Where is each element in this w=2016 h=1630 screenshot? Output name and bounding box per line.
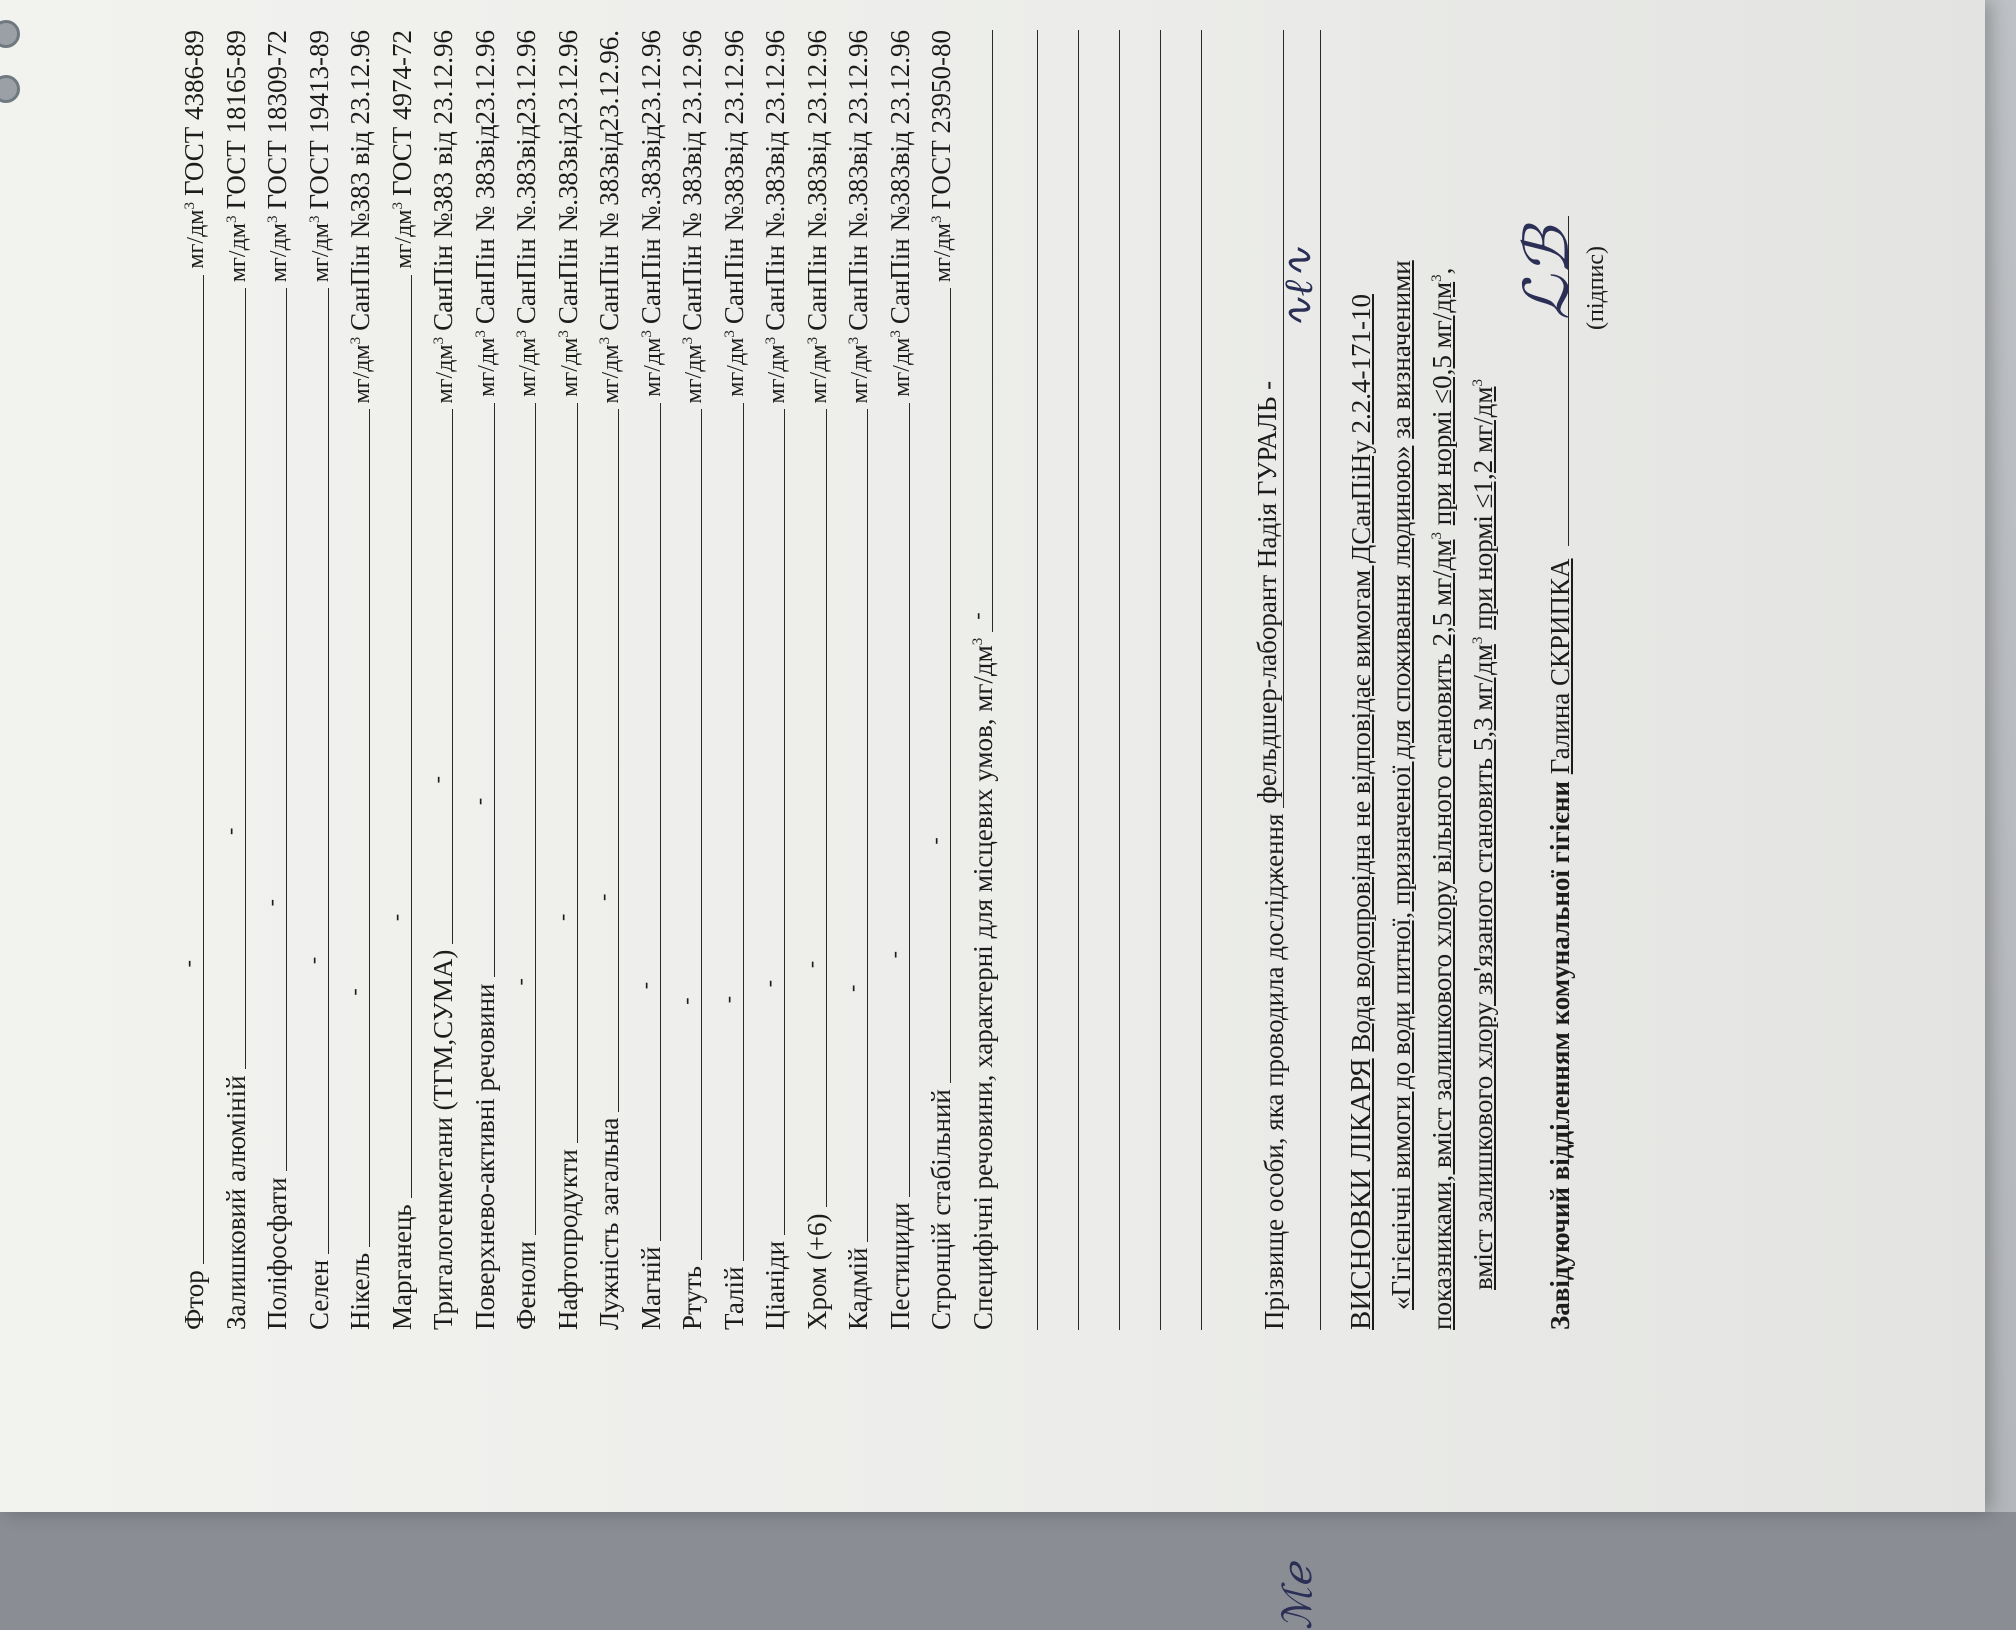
analyte-value: - (673, 997, 698, 1005)
analyte-name: Поверхнево-активні речовини (469, 983, 500, 1330)
analyte-unit (680, 331, 708, 410)
conclusion-text-4b: при нормі ≤1,2 мг/дм (1467, 386, 1498, 630)
conclusion-text-1: Вода водопровідна не відповідає вимогам ДСанПіНу 2.2.4-171-10 (1345, 294, 1376, 1052)
analyte-name: Тригалогенметани (ТГМ,СУМА) (428, 949, 458, 1330)
analyte-row (544, 30, 584, 1330)
analyte-unit-sup: 3 (846, 336, 862, 345)
analyte-unit-sup: 3 (887, 330, 904, 338)
analyte-value: - (299, 956, 325, 965)
analyte-method: СанПін №.383від 23.12.96 (843, 30, 873, 331)
analyte-row (253, 30, 293, 1330)
analyte-method: СанПін №383 від 23.12.96 (345, 30, 375, 331)
analyte-value-line (922, 288, 951, 1083)
analyte-unit-text: мг/дм (598, 344, 624, 404)
analyte-unit-sup: 3 (721, 330, 738, 338)
analyte-value: - (507, 978, 532, 986)
analyte-value-line (424, 410, 453, 944)
analyte-unit-sup: 3 (348, 336, 364, 345)
specific-value-line (963, 30, 993, 632)
analyte-value-line (714, 403, 744, 1261)
analyte-name: Стронцій стабільний (926, 1089, 956, 1330)
analyte-method: ГОСТ 18165-89 (220, 30, 251, 210)
analyte-unit-sup: 3 (223, 215, 240, 224)
analyte-value-line (631, 403, 661, 1241)
analyte-unit-text: мг/дм (432, 344, 458, 404)
analyte-unit-sup: 3 (638, 330, 655, 338)
analyte-name: Нафтопродукти (552, 1149, 583, 1330)
blank-line (1160, 30, 1161, 1330)
analyte-name: Нікель (345, 1252, 375, 1330)
analyte-unit (431, 331, 459, 410)
analyte-row (336, 30, 376, 1330)
researcher-label: Прізвище особи, яка проводила дослідження (1258, 813, 1289, 1330)
analyte-unit-text: мг/дм (473, 337, 500, 397)
analyte-value: - (839, 984, 864, 992)
analyte-value-line (839, 410, 868, 1242)
conclusion-text-4a: вміст залишкового хлору зв'язаного становить 5,3 мг/дм (1467, 644, 1498, 1290)
analyte-name: Магній (635, 1246, 666, 1330)
analyte-method: СанПін №383 від 23.12.96 (428, 30, 458, 331)
analyte-method: ГОСТ 18309-72 (262, 30, 292, 210)
analyte-value-line (299, 288, 329, 1254)
handwritten-signature-researcher: ∿ℓ∿ (1275, 246, 1322, 330)
analyte-row (751, 30, 791, 1330)
conclusion-line-2 (1386, 10, 1417, 1310)
analyte-value-line (175, 275, 204, 1265)
analyte-row (419, 30, 459, 1330)
signature-caption-row (1583, 130, 1610, 330)
analyte-unit (639, 324, 667, 403)
analyte-row (585, 30, 625, 1330)
specific-value: - (963, 612, 989, 620)
analyte-unit (307, 210, 335, 289)
analyte-unit (348, 331, 376, 410)
analyte-unit-text: мг/дм (639, 337, 666, 397)
analyte-unit-text: мг/дм (847, 344, 873, 404)
analyte-unit (514, 324, 542, 403)
blank-line (1078, 30, 1079, 1330)
blank-line (1320, 30, 1321, 1330)
analyte-unit-text: мг/дм (266, 223, 292, 283)
analyte-unit (763, 331, 791, 410)
analyte-method: СанПін №.383від 23.12.96 (801, 30, 832, 331)
analyte-value: - (631, 981, 657, 990)
analyte-method: СанПін №.383від 23.12.96 (760, 30, 790, 331)
analyte-method: СанПін №383від 23.12.96 (884, 30, 915, 325)
specific-substances-label (968, 632, 999, 1330)
analyte-method: СанПін № 383від23.12.96. (594, 30, 624, 331)
analyte-value: - (880, 951, 906, 959)
analyte-unit (846, 331, 874, 410)
analyte-value-line (673, 410, 702, 1260)
analyte-unit-sup: 3 (431, 336, 447, 345)
specific-substances-row (959, 30, 999, 1330)
analyte-value-line (258, 288, 287, 1171)
analyte-name: Кадмій (843, 1247, 873, 1330)
analyte-row (710, 30, 750, 1330)
analyte-unit (473, 324, 501, 403)
handwritten-signature-head: ℒℬ (1509, 226, 1583, 320)
analyte-value-line (880, 403, 910, 1197)
analyte-value: - (922, 837, 947, 845)
conclusion-line-1 (1345, 30, 1378, 1330)
analyte-value: - (548, 913, 574, 922)
conclusion-text-3c: , (1426, 267, 1457, 275)
conclusion-text-3b: при нормі ≤0,5 мг/дм (1426, 281, 1457, 526)
analyte-value: - (424, 776, 449, 784)
analyte-unit-text: мг/дм (888, 337, 915, 397)
rotated-document-content (160, 30, 2016, 1630)
specific-label-text: Специфічні речовини, характерні для місцевих умов, мг/дм (967, 645, 998, 1330)
analyte-value-line (548, 403, 578, 1143)
analyte-value: - (797, 960, 823, 969)
analyte-unit (265, 210, 293, 289)
analyte-unit (888, 324, 916, 403)
analyte-value-line (216, 288, 246, 1069)
analyte-unit-text: мг/дм (349, 344, 375, 404)
analyte-row (502, 30, 542, 1330)
signature-caption: (підпис) (1582, 245, 1609, 330)
analyte-value-line (507, 403, 536, 1235)
analyte-value: - (756, 979, 781, 988)
analyte-unit-sup: 3 (306, 215, 323, 224)
analyte-method: СанПін № 383від 23.12.96 (677, 30, 707, 331)
analyte-unit (182, 196, 210, 275)
analyte-unit-text: мг/дм (515, 337, 541, 397)
analyte-method: ГОСТ 19413-89 (303, 30, 334, 210)
analyte-unit-text: мг/дм (681, 344, 707, 404)
analyte-unit (805, 331, 833, 410)
analyte-unit (224, 210, 252, 289)
researcher-line (1251, 30, 1284, 808)
handwritten-initials-margin: ℳℯ (1274, 1563, 1321, 1630)
analyte-unit-sup: 3 (804, 336, 821, 345)
analyte-row (917, 30, 957, 1330)
analyte-value: - (465, 797, 491, 806)
analyte-value: - (216, 827, 242, 836)
analyte-name: Марганець (386, 1204, 417, 1330)
analyte-unit-text: мг/дм (764, 344, 790, 404)
conclusion-text-2b: за визначеними (1385, 260, 1416, 439)
analyte-unit-sup: 3 (929, 215, 945, 224)
analyte-name: Ціаніди (760, 1240, 790, 1330)
conclusion-text-2a: «Гігієнічні вимоги до води питної, призначеної для споживання людиною» (1385, 445, 1416, 1310)
analyte-unit-sup: 3 (555, 330, 572, 338)
analyte-unit-sup: 3 (182, 202, 198, 210)
analyte-value-line (465, 403, 495, 978)
blank-line (1201, 30, 1202, 1330)
analyte-unit-sup: 3 (680, 336, 696, 345)
analyte-name: Талій (718, 1266, 749, 1330)
conclusion-sup-4a: 3 (1469, 636, 1486, 645)
analyte-unit-text: мг/дм (805, 344, 832, 404)
analyte-value: - (590, 893, 615, 901)
analyte-name: Лужність загальна (594, 1117, 624, 1330)
analyte-unit-text: мг/дм (183, 209, 209, 269)
conclusion-sup-3b: 3 (1428, 274, 1445, 282)
analyte-unit-text: мг/дм (390, 209, 417, 269)
analyte-row (378, 30, 418, 1330)
analyte-unit-sup: 3 (763, 336, 779, 345)
analyte-value-line (382, 275, 412, 1199)
analyte-unit-sup: 3 (514, 330, 530, 338)
blank-line (1119, 30, 1120, 1330)
analyte-name: Поліфосфати (262, 1177, 292, 1330)
analyte-value-line (756, 410, 785, 1235)
researcher-row (1250, 30, 1290, 1330)
analyte-unit-text: мг/дм (556, 337, 583, 397)
analyte-row (793, 30, 833, 1330)
analyte-unit-text: мг/дм (307, 223, 334, 283)
analyte-method: СанПін №.383від23.12.96 (635, 30, 666, 325)
analyte-value: - (382, 913, 408, 922)
analyte-value: - (714, 995, 740, 1004)
analyte-method: СанПін № 383від23.12.96 (469, 30, 500, 325)
analyte-unit-sup: 3 (472, 330, 489, 338)
analyte-unit (722, 324, 750, 403)
analyte-method: ГОСТ 4386-89 (179, 30, 209, 197)
analyte-value-line (797, 410, 827, 1208)
analyte-row (295, 30, 335, 1330)
analyte-unit (556, 324, 584, 403)
conclusion-sup-3a: 3 (1428, 531, 1445, 540)
analyte-row (668, 30, 708, 1330)
analyte-unit (929, 210, 957, 289)
head-name: Галина СКРИПКА (1544, 558, 1575, 775)
analyte-name: Фтор (179, 1270, 209, 1330)
analyte-value-line (590, 410, 619, 1112)
analyte-value-line (341, 410, 370, 1247)
binder-hole-top (0, 20, 20, 48)
analyte-name: Феноли (511, 1241, 541, 1330)
analyte-unit-sup: 3 (597, 336, 613, 345)
analyte-unit-text: мг/дм (722, 337, 749, 397)
analyte-unit-sup: 3 (265, 215, 281, 224)
analyte-row (627, 30, 667, 1330)
analyte-name: Пестициди (884, 1202, 915, 1330)
analyte-row (212, 30, 252, 1330)
conclusion-text-3a: показниками, вміст залишкового хлору вільного становить 2,5 мг/дм (1426, 539, 1457, 1330)
conclusion-line-4 (1468, 0, 1499, 1290)
analyte-unit-text: мг/дм (930, 223, 956, 283)
analyte-row (834, 30, 874, 1330)
blank-line (1037, 30, 1038, 1330)
analyte-method: СанПін №.383від23.12.96 (511, 30, 541, 325)
analyte-name: Хром (+6) (801, 1213, 832, 1330)
analyte-value: - (175, 960, 200, 968)
analyte-unit-sup: 3 (389, 202, 406, 210)
analyte-unit-text: мг/дм (224, 223, 251, 283)
conclusion-heading: ВИСНОВКИ ЛІКАРЯ (1344, 1058, 1377, 1330)
analyte-unit (390, 196, 418, 275)
analyte-value: - (341, 988, 366, 996)
researcher-value: фельдшер-лаборант Надія ГУРАЛЬ - (1251, 380, 1282, 804)
analyte-method: СанПін №.383від23.12.96 (552, 30, 583, 325)
head-label: Завідуючий відділенням комунальної гігієни (1544, 781, 1575, 1330)
analyte-method: ГОСТ 4974-72 (386, 30, 417, 197)
analyte-value: - (258, 899, 283, 907)
conclusion-line-3 (1427, 30, 1458, 1330)
analyte-row (876, 30, 916, 1330)
binder-hole-second (0, 75, 20, 103)
analyte-row (461, 30, 501, 1330)
analyte-method: СанПін №383від 23.12.96 (718, 30, 749, 325)
head-signature-row (1545, 30, 1576, 1330)
conclusion-sup-4b: 3 (1469, 379, 1486, 387)
analyte-method: ГОСТ 23950-80 (926, 30, 956, 210)
specific-label-sup: 3 (969, 637, 986, 646)
analyte-row (170, 30, 210, 1330)
analyte-name: Залишковий алюміній (220, 1075, 251, 1330)
analyte-name: Селен (303, 1259, 334, 1330)
analyte-unit (597, 331, 625, 410)
analyte-name: Ртуть (677, 1265, 707, 1330)
